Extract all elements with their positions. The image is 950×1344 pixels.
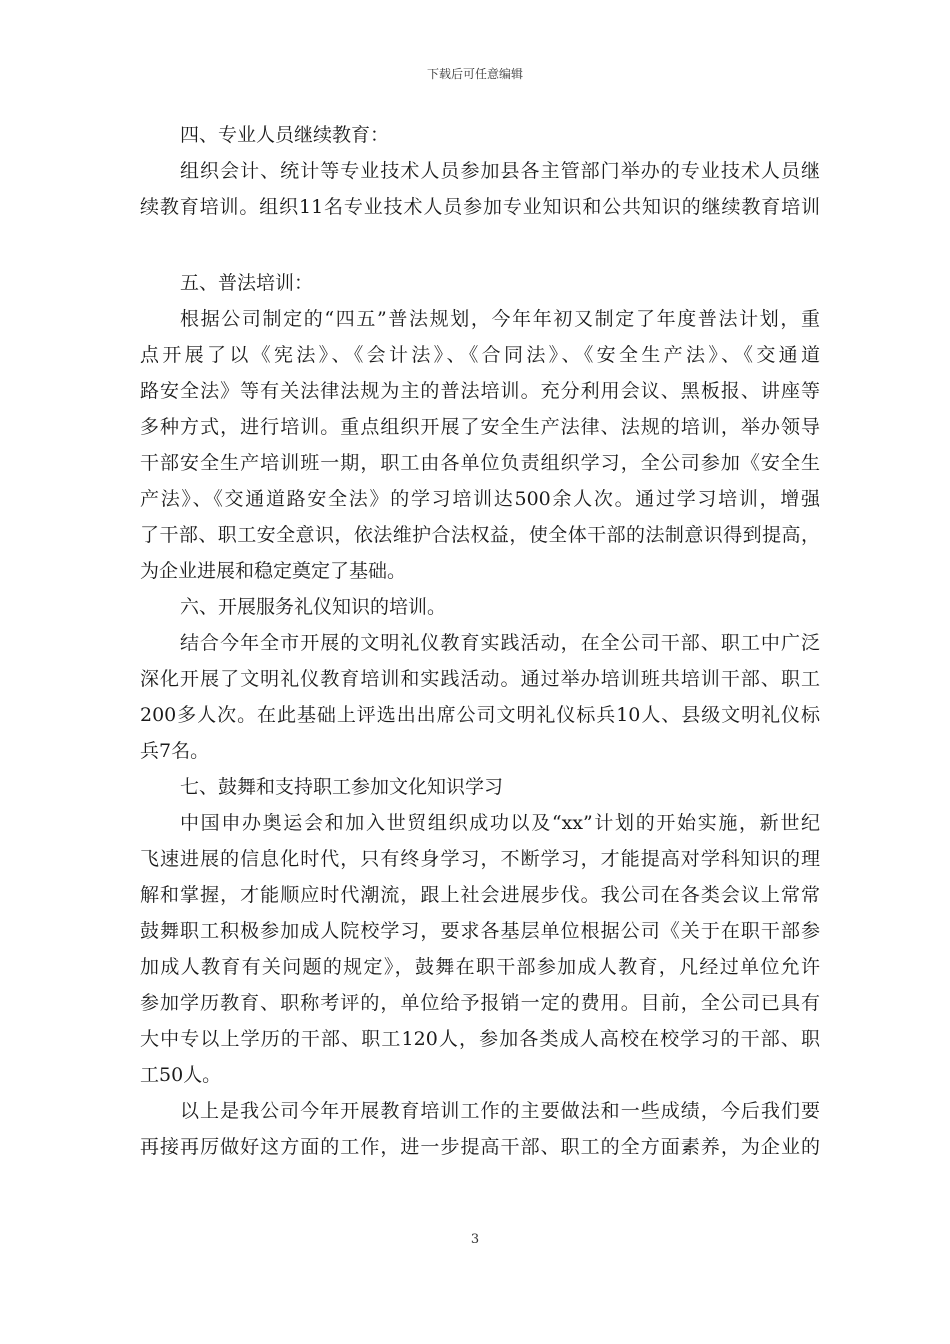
paragraph-line: 鼓舞职工积极参加成人院校学习，要求各基层单位根据公司《关于在职干部参 [140, 920, 820, 942]
paragraph-line: 结合今年全市开展的文明礼仪教育实践活动，在全公司干部、职工中广泛 [180, 632, 820, 654]
paragraph-line: 飞速进展的信息化时代，只有终身学习，不断学习，才能提高对学科知识的理 [140, 848, 820, 870]
paragraph-line: 根据公司制定的“四五”普法规划，今年年初又制定了年度普法计划，重 [180, 308, 820, 330]
section-heading: 四、专业人员继续教育： [180, 124, 390, 146]
paragraph-line: 点开展了以《宪法》、《会计法》、《合同法》、《安全生产法》、《交通道 [140, 344, 820, 366]
paragraph-line: 以上是我公司今年开展教育培训工作的主要做法和一些成绩，今后我们要 [180, 1100, 820, 1122]
paragraph-line: 了干部、职工安全意识，依法维护合法权益，使全体干部的法制意识得到提高， [140, 524, 820, 546]
paragraph-line: 加成人教育有关问题的规定》，鼓舞在职干部参加成人教育，凡经过单位允许 [140, 956, 820, 978]
paragraph-line: 大中专以上学历的干部、职工120人，参加各类成人高校在校学习的干部、职 [140, 1028, 820, 1050]
paragraph-line: 200多人次。在此基础上评选出出席公司文明礼仪标兵10人、县级文明礼仪标 [140, 704, 820, 726]
paragraph-line: 多种方式，进行培训。重点组织开展了安全生产法律、法规的培训，举办领导 [140, 416, 820, 438]
page-number: 3 [470, 1232, 480, 1247]
header-note: 下载后可任意编辑 [426, 67, 523, 81]
paragraph-line: 中国申办奥运会和加入世贸组织成功以及“xx”计划的开始实施，新世纪 [180, 812, 820, 834]
paragraph-line: 为企业进展和稳定奠定了基础。 [140, 560, 407, 582]
paragraph-line: 续教育培训。组织11名专业技术人员参加专业知识和公共知识的继续教育培训 [140, 196, 820, 218]
paragraph-line: 干部安全生产培训班一期，职工由各单位负责组织学习，全公司参加《安全生 [140, 452, 820, 474]
section-heading: 六、开展服务礼仪知识的培训。 [180, 596, 447, 618]
paragraph-line: 工50人。 [140, 1064, 222, 1086]
paragraph-line: 组织会计、统计等专业技术人员参加县各主管部门举办的专业技术人员继 [180, 160, 820, 182]
paragraph-line: 解和掌握，才能顺应时代潮流，跟上社会进展步伐。我公司在各类会议上常常 [140, 884, 820, 906]
section-heading: 五、普法培训： [180, 272, 314, 294]
document-body [140, 120, 820, 1168]
paragraph-line: 深化开展了文明礼仪教育培训和实践活动。通过举办培训班共培训干部、职工 [140, 668, 820, 690]
paragraph-line: 兵7名。 [140, 740, 210, 762]
paragraph-line: 路安全法》等有关法律法规为主的普法培训。充分利用会议、黑板报、讲座等 [140, 380, 820, 402]
section-heading: 七、鼓舞和支持职工参加文化知识学习 [180, 776, 504, 798]
paragraph-gap [140, 228, 820, 268]
paragraph-line: 产法》、《交通道路安全法》的学习培训达500余人次。通过学习培训，增强 [140, 488, 820, 510]
paragraph-line: 再接再厉做好这方面的工作，进一步提高干部、职工的全方面素养，为企业的 [140, 1136, 820, 1158]
paragraph-line: 参加学历教育、职称考评的，单位给予报销一定的费用。目前，全公司已具有 [140, 992, 820, 1014]
